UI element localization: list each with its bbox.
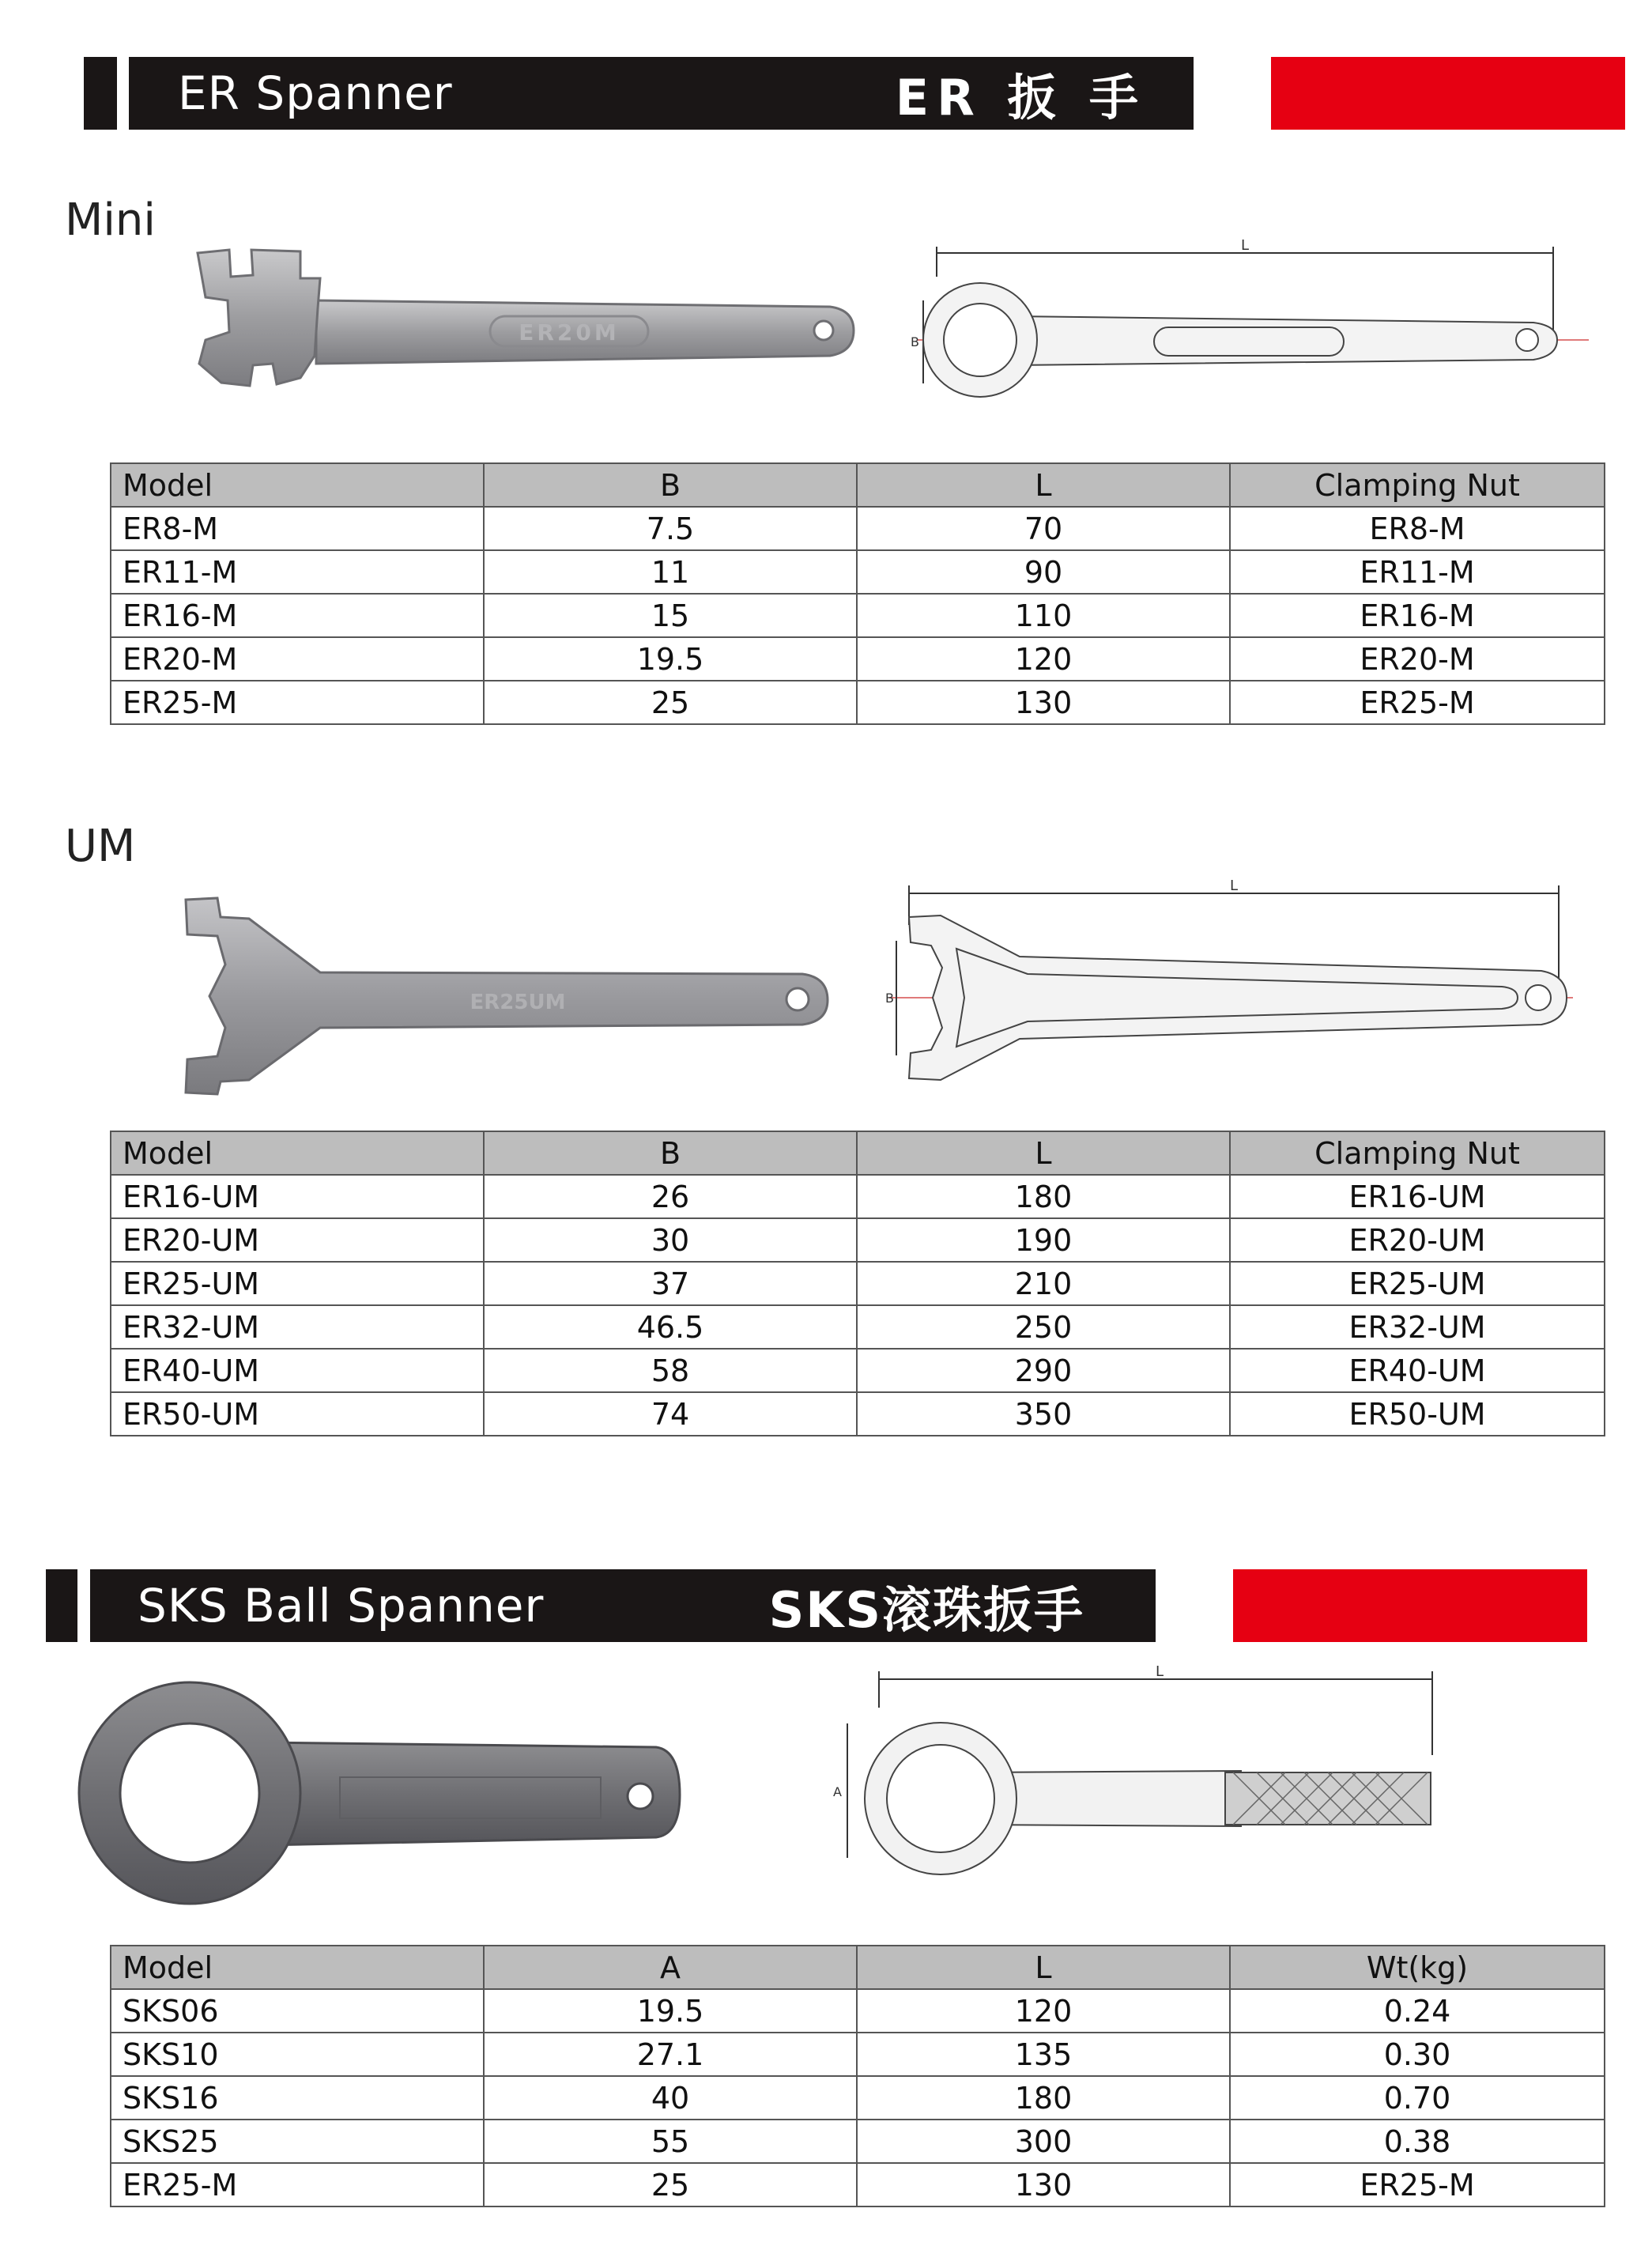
cell-clamping-nut: ER16-M bbox=[1230, 594, 1605, 637]
cell-clamping-nut: ER25-M bbox=[1230, 681, 1605, 724]
cell-l: 350 bbox=[857, 1392, 1230, 1436]
col-header-model: Model bbox=[111, 1946, 484, 1989]
cell-model: ER8-M bbox=[111, 507, 484, 550]
table-row bbox=[111, 550, 1605, 594]
col-header-l: L bbox=[857, 1131, 1230, 1175]
cell-clamping-nut: ER32-UM bbox=[1230, 1305, 1605, 1349]
cell-clamping-nut: ER20-M bbox=[1230, 637, 1605, 681]
table-row bbox=[111, 1175, 1605, 1218]
um-spanner-photo bbox=[178, 893, 842, 1099]
col-header-a: A bbox=[484, 1946, 857, 1989]
cell-l: 120 bbox=[857, 1989, 1230, 2033]
cell-b: 7.5 bbox=[484, 507, 857, 550]
sks-spec-table bbox=[110, 1945, 1605, 2207]
cell-b: 26 bbox=[484, 1175, 857, 1218]
cell-l: 130 bbox=[857, 681, 1230, 724]
cell-a: 25 bbox=[484, 2163, 857, 2206]
cell-a: 40 bbox=[484, 2076, 857, 2120]
cell-l: 110 bbox=[857, 594, 1230, 637]
sks-dim-a-label: A bbox=[833, 1784, 842, 1799]
cell-clamping-nut: ER20-UM bbox=[1230, 1218, 1605, 1262]
section-label-um: UM bbox=[65, 821, 136, 872]
cell-model: SKS06 bbox=[111, 1989, 484, 2033]
cell-l: 290 bbox=[857, 1349, 1230, 1392]
cell-l: 300 bbox=[857, 2120, 1230, 2163]
cell-a: 19.5 bbox=[484, 1989, 857, 2033]
mini-dim-l-label: L bbox=[1241, 237, 1250, 254]
col-header-model: Model bbox=[111, 1131, 484, 1175]
table-row bbox=[111, 507, 1605, 550]
header-title-en: ER Spanner bbox=[178, 66, 453, 120]
sks-spanner-photo bbox=[71, 1676, 688, 1905]
um-spec-table bbox=[110, 1131, 1605, 1436]
cell-model: ER16-UM bbox=[111, 1175, 484, 1218]
sks-spanner-drawing bbox=[830, 1660, 1446, 1897]
cell-a: 55 bbox=[484, 2120, 857, 2163]
accent-red-block bbox=[1271, 57, 1625, 130]
cell-weight: 0.38 bbox=[1230, 2120, 1605, 2163]
section-header-sks bbox=[90, 1569, 1156, 1642]
col-header-l: L bbox=[857, 463, 1230, 507]
cell-clamping-nut: ER50-UM bbox=[1230, 1392, 1605, 1436]
cell-model: ER25-M bbox=[111, 681, 484, 724]
col-header-clamping-nut: Clamping Nut bbox=[1230, 463, 1605, 507]
cell-l: 130 bbox=[857, 2163, 1230, 2206]
col-header-b: B bbox=[484, 463, 857, 507]
cell-l: 210 bbox=[857, 1262, 1230, 1305]
um-photo-stamp: ER25UM bbox=[470, 991, 566, 1014]
accent-red-block bbox=[1233, 1569, 1587, 1642]
table-row bbox=[111, 1989, 1605, 2033]
cell-b: 58 bbox=[484, 1349, 857, 1392]
section-label-mini: Mini bbox=[65, 194, 156, 246]
cell-clamping-nut: ER11-M bbox=[1230, 550, 1605, 594]
header-tab-er bbox=[84, 57, 117, 130]
um-dim-b-label: B bbox=[885, 991, 894, 1006]
header-title-cn: ER 扳 手 bbox=[895, 68, 1146, 126]
table-row bbox=[111, 2120, 1605, 2163]
table-row bbox=[111, 1305, 1605, 1349]
cell-l: 250 bbox=[857, 1305, 1230, 1349]
cell-b: 11 bbox=[484, 550, 857, 594]
table-row bbox=[111, 594, 1605, 637]
cell-model: ER20-UM bbox=[111, 1218, 484, 1262]
cell-clamping-nut: ER25-UM bbox=[1230, 1262, 1605, 1305]
cell-model: ER50-UM bbox=[111, 1392, 484, 1436]
cell-l: 135 bbox=[857, 2033, 1230, 2076]
cell-model: ER25-M bbox=[111, 2163, 484, 2206]
table-header-row bbox=[111, 463, 1605, 507]
cell-weight: 0.70 bbox=[1230, 2076, 1605, 2120]
cell-b: 46.5 bbox=[484, 1305, 857, 1349]
cell-model: ER20-M bbox=[111, 637, 484, 681]
table-row bbox=[111, 681, 1605, 724]
cell-a: 27.1 bbox=[484, 2033, 857, 2076]
section-header-er bbox=[129, 57, 1194, 130]
table-row bbox=[111, 1262, 1605, 1305]
table-header-row bbox=[111, 1131, 1605, 1175]
cell-b: 15 bbox=[484, 594, 857, 637]
mini-spanner-photo bbox=[182, 237, 862, 387]
cell-weight: 0.30 bbox=[1230, 2033, 1605, 2076]
sks-dim-l-label: L bbox=[1156, 1663, 1164, 1680]
cell-weight: 0.24 bbox=[1230, 1989, 1605, 2033]
col-header-clamping-nut: Clamping Nut bbox=[1230, 1131, 1605, 1175]
mini-dim-b-label: B bbox=[911, 334, 919, 349]
cell-model: SKS25 bbox=[111, 2120, 484, 2163]
mini-spanner-drawing bbox=[909, 229, 1605, 419]
cell-l: 120 bbox=[857, 637, 1230, 681]
mini-photo-stamp: ER20M bbox=[519, 319, 620, 345]
cell-clamping-nut: ER40-UM bbox=[1230, 1349, 1605, 1392]
cell-model: SKS10 bbox=[111, 2033, 484, 2076]
cell-clamping-nut: ER16-UM bbox=[1230, 1175, 1605, 1218]
col-header-l: L bbox=[857, 1946, 1230, 1989]
mini-spec-table bbox=[110, 462, 1605, 725]
col-header-b: B bbox=[484, 1131, 857, 1175]
cell-l: 180 bbox=[857, 2076, 1230, 2120]
table-row bbox=[111, 2033, 1605, 2076]
table-row bbox=[111, 1218, 1605, 1262]
um-spanner-drawing bbox=[885, 870, 1581, 1099]
cell-clamping-nut: ER8-M bbox=[1230, 507, 1605, 550]
cell-model: ER40-UM bbox=[111, 1349, 484, 1392]
cell-b: 74 bbox=[484, 1392, 857, 1436]
cell-b: 37 bbox=[484, 1262, 857, 1305]
table-row bbox=[111, 2076, 1605, 2120]
header-title-cn: SKS滚珠扳手 bbox=[768, 1580, 1084, 1639]
cell-weight: ER25-M bbox=[1230, 2163, 1605, 2206]
col-header-model: Model bbox=[111, 463, 484, 507]
header-title-en: SKS Ball Spanner bbox=[138, 1579, 545, 1633]
cell-model: SKS16 bbox=[111, 2076, 484, 2120]
header-tab-sks bbox=[46, 1569, 77, 1642]
table-row bbox=[111, 2163, 1605, 2206]
cell-l: 180 bbox=[857, 1175, 1230, 1218]
table-header-row bbox=[111, 1946, 1605, 1989]
cell-b: 25 bbox=[484, 681, 857, 724]
cell-b: 19.5 bbox=[484, 637, 857, 681]
col-header-weight: Wt(kg) bbox=[1230, 1946, 1605, 1989]
cell-model: ER11-M bbox=[111, 550, 484, 594]
cell-l: 70 bbox=[857, 507, 1230, 550]
table-row bbox=[111, 1349, 1605, 1392]
cell-model: ER16-M bbox=[111, 594, 484, 637]
table-row bbox=[111, 1392, 1605, 1436]
um-dim-l-label: L bbox=[1230, 878, 1239, 894]
cell-l: 190 bbox=[857, 1218, 1230, 1262]
cell-l: 90 bbox=[857, 550, 1230, 594]
table-row bbox=[111, 637, 1605, 681]
cell-model: ER25-UM bbox=[111, 1262, 484, 1305]
cell-model: ER32-UM bbox=[111, 1305, 484, 1349]
cell-b: 30 bbox=[484, 1218, 857, 1262]
